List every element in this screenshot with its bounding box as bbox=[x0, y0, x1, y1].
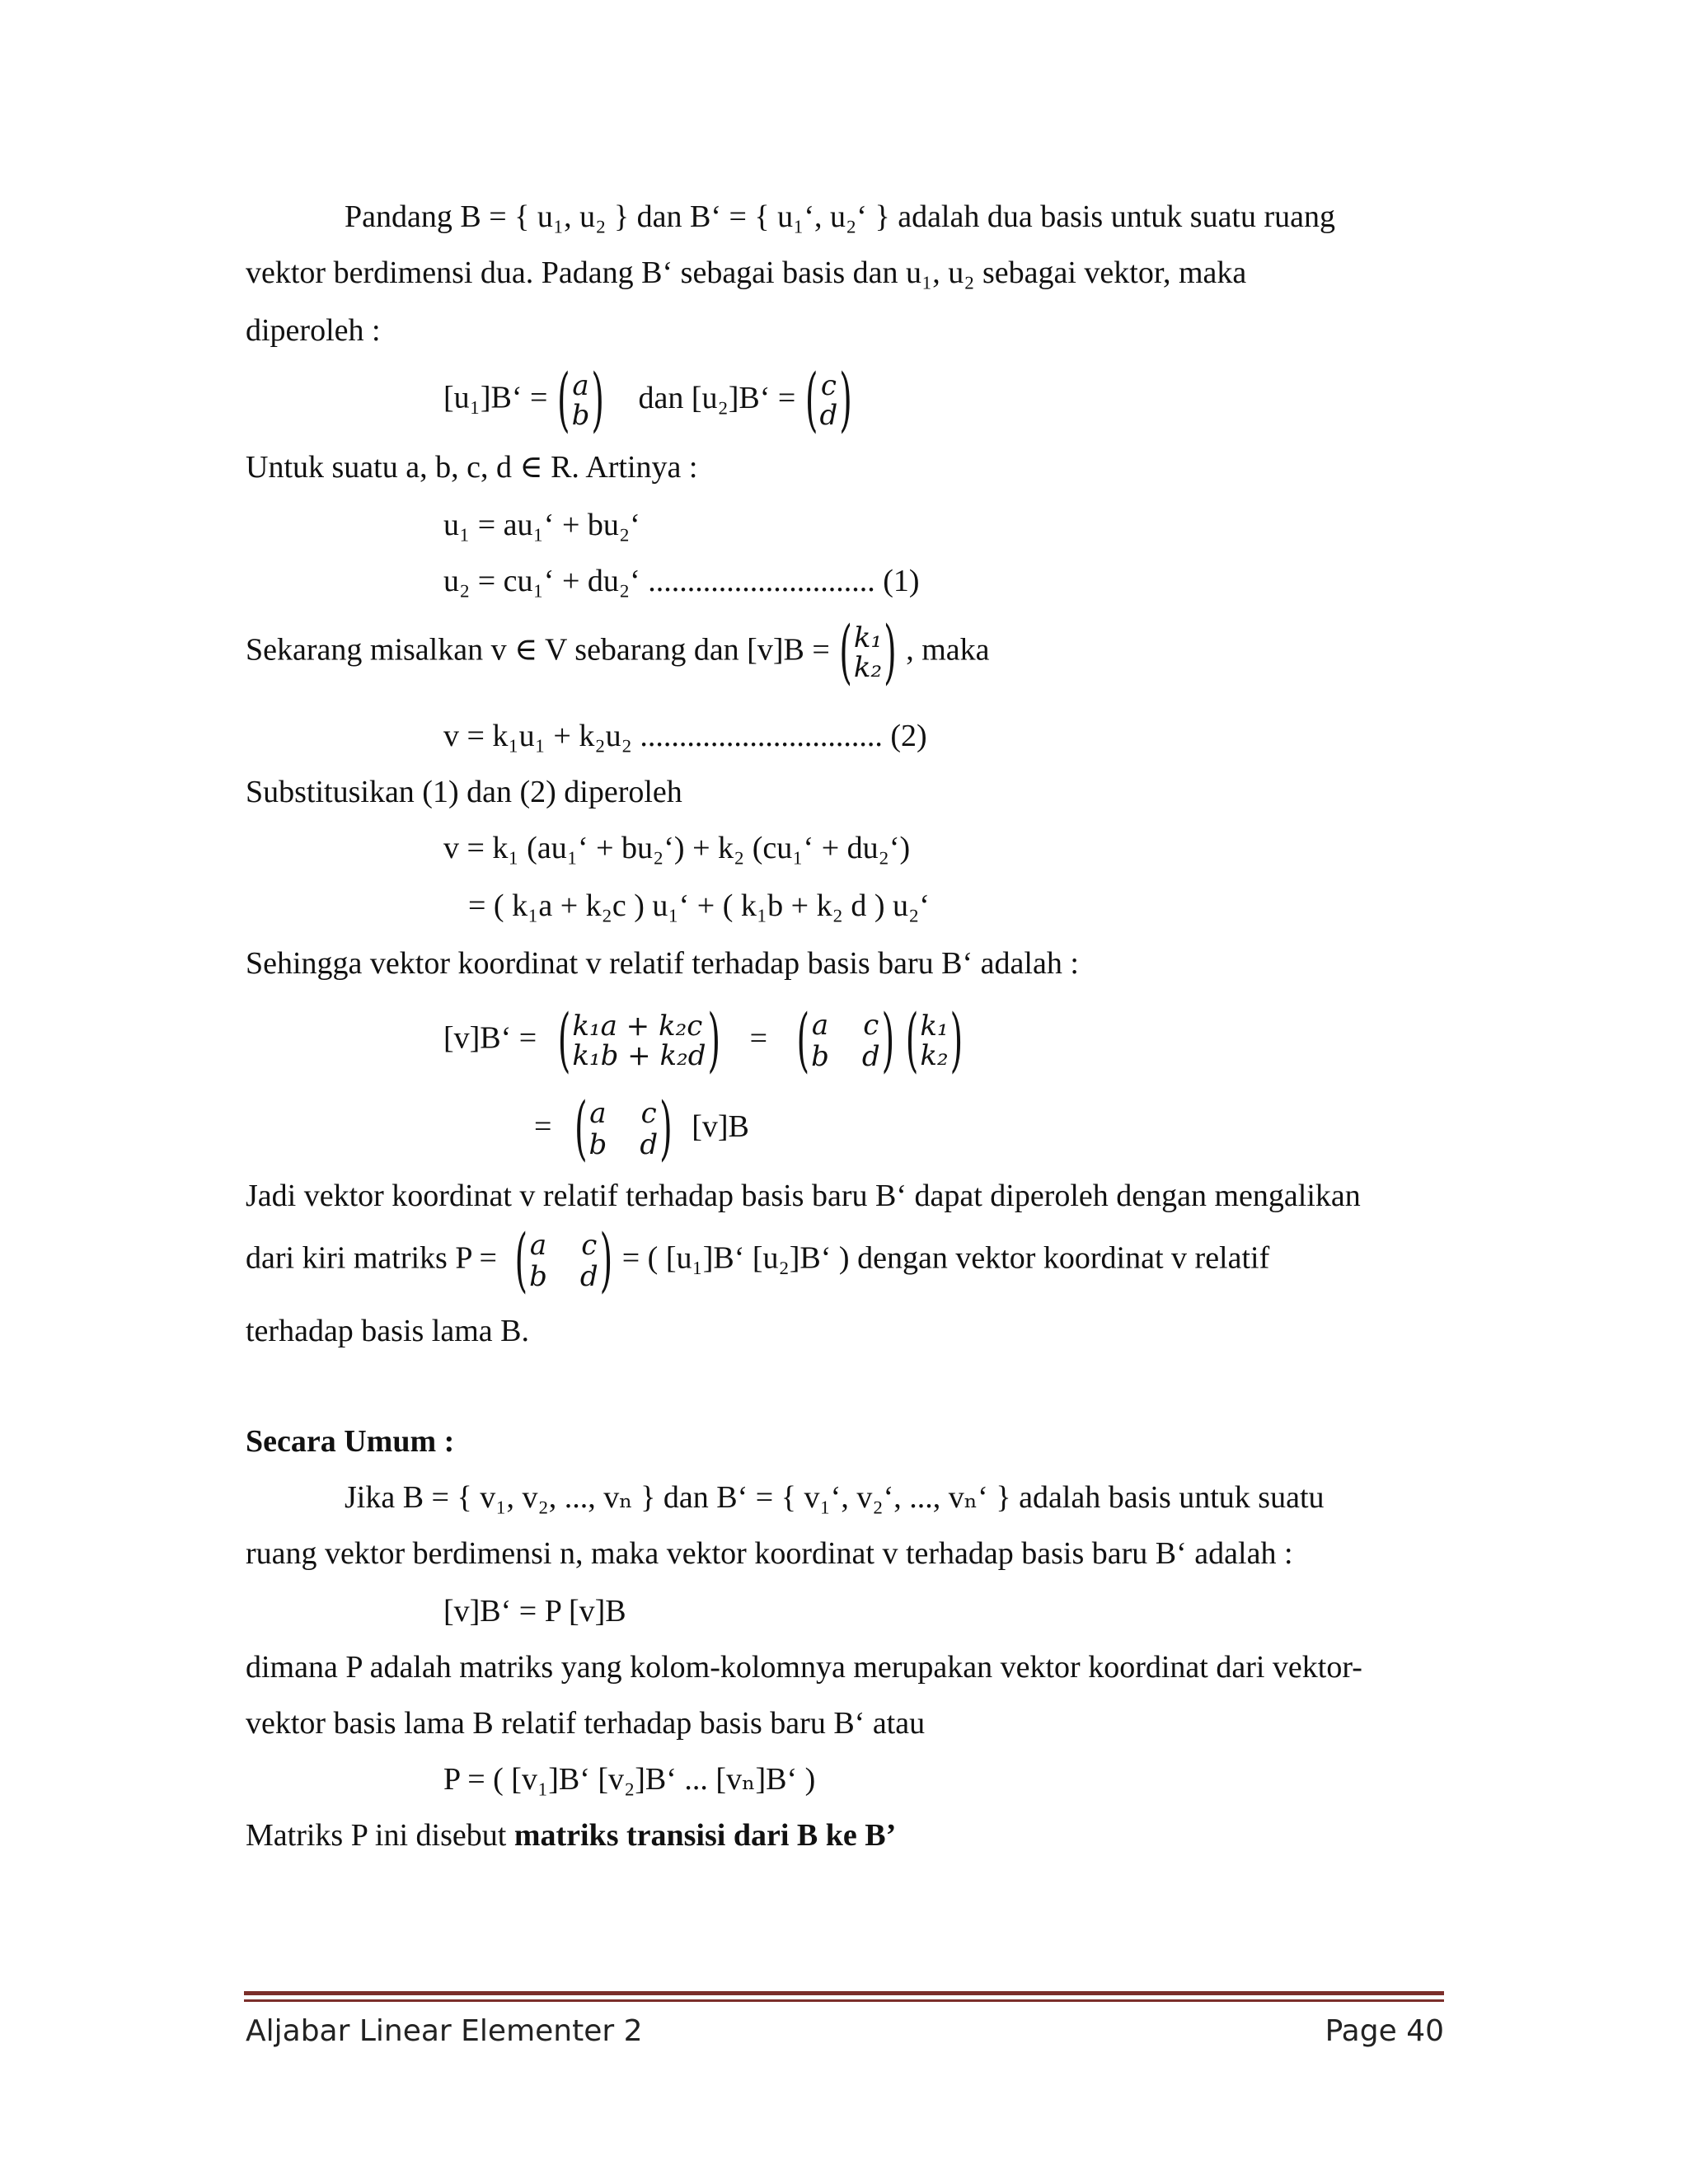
paragraph-line: ruang vektor berdimensi n, maka vektor koordinat v terhadap basis baru B‘ adalah : bbox=[246, 1536, 1293, 1571]
right-paren: ) bbox=[591, 360, 604, 441]
paragraph-line: Untuk suatu a, b, c, d ∈ R. Artinya : bbox=[246, 450, 698, 485]
matrix-entry: b bbox=[529, 1260, 547, 1293]
eq-text: = bbox=[749, 1020, 768, 1056]
vector-entry: k₁b + k₂d bbox=[572, 1039, 706, 1072]
eq-text: = bbox=[534, 1108, 552, 1144]
matrix-entry: a bbox=[529, 1229, 547, 1262]
matrix-abcd bbox=[573, 1089, 674, 1169]
column-vector-k bbox=[837, 612, 898, 693]
paragraph-line: diperoleh : bbox=[246, 313, 381, 348]
left-paren: ( bbox=[557, 360, 570, 441]
section-heading: Secara Umum : bbox=[246, 1424, 455, 1459]
right-paren: ) bbox=[839, 360, 852, 441]
eq-text: [v]B bbox=[692, 1108, 749, 1144]
text: Sekarang misalkan v ∈ V sebarang dan [v]B = bbox=[246, 632, 830, 668]
vector-entry: k₁ bbox=[920, 1010, 949, 1043]
equation-line: P = ( [v₁]B‘ [v₂]B‘ ... [vₙ]B‘ ) bbox=[443, 1762, 816, 1797]
vector-entry: k₁a + k₂c bbox=[572, 1010, 703, 1043]
paragraph-line: Jadi vektor koordinat v relatif terhadap basis baru B‘ dapat diperoleh dengan mengalikan bbox=[246, 1179, 1361, 1213]
vector-entry: c bbox=[820, 369, 837, 402]
matrix-entry: c bbox=[581, 1229, 598, 1262]
right-paren: ) bbox=[950, 1001, 964, 1081]
paragraph-line-definition bbox=[246, 1820, 896, 1851]
equation-line: [v]B‘ = P [v]B bbox=[443, 1594, 626, 1629]
vector-entry: k₂ bbox=[853, 651, 883, 684]
matrix-entry: a bbox=[811, 1009, 829, 1042]
matrix-entry: d bbox=[579, 1260, 598, 1293]
matrix-entry: c bbox=[863, 1009, 879, 1042]
paragraph-line: dimana P adalah matriks yang kolom-kolomnya merupakan vektor koordinat dari vektor- bbox=[246, 1650, 1362, 1685]
text: dari kiri matriks P = bbox=[246, 1240, 497, 1276]
column-vector-combination bbox=[556, 1001, 722, 1081]
equation-line: u₁ = au₁‘ + bu₂‘ bbox=[443, 508, 640, 542]
equation-p-times-vb bbox=[534, 1089, 749, 1169]
footer-title: Aljabar Linear Elementer 2 bbox=[246, 2014, 643, 2048]
footer-rule-thin bbox=[244, 1999, 1444, 2002]
equation-u-coordinates bbox=[443, 360, 854, 441]
paragraph-line-matrix-p bbox=[246, 1221, 1270, 1301]
eq-text: [u₁]B‘ = bbox=[443, 380, 548, 415]
left-paren: ( bbox=[839, 612, 852, 693]
page-number: Page 40 bbox=[1325, 2014, 1444, 2048]
paragraph-line: Jika B = { v₁, v₂, ..., vₙ } dan B‘ = { v₁‘, v₂‘, ..., vₙ‘ } adalah basis untuk suatu bbox=[345, 1480, 1325, 1515]
eq-text: [v]B‘ = bbox=[443, 1020, 537, 1056]
left-paren: ( bbox=[796, 1001, 810, 1081]
matrix-entry: c bbox=[640, 1097, 657, 1130]
matrix-entry: b bbox=[811, 1040, 829, 1073]
matrix-entry: a bbox=[589, 1097, 607, 1130]
left-paren: ( bbox=[514, 1221, 528, 1301]
footer-rule-thick bbox=[244, 1991, 1444, 1995]
paragraph-line: Substitusikan (1) dan (2) diperoleh bbox=[246, 775, 682, 809]
paragraph-line: vektor berdimensi dua. Padang B‘ sebagai basis dan u₁, u₂ sebagai vektor, maka bbox=[246, 255, 1247, 290]
column-vector-k bbox=[904, 1001, 964, 1081]
equation-line: v = k₁u₁ + k₂u₂ ............................... (2) bbox=[443, 719, 927, 753]
vector-entry: a bbox=[572, 369, 589, 402]
equation-vb-prime bbox=[443, 1001, 964, 1081]
equation-line: v = k₁ (au₁‘ + bu₂‘) + k₂ (cu₁‘ + du₂‘) bbox=[443, 831, 911, 865]
paragraph-line-vb bbox=[246, 612, 990, 693]
vector-entry: k₂ bbox=[920, 1039, 949, 1072]
right-paren: ) bbox=[884, 612, 897, 693]
left-paren: ( bbox=[574, 1089, 588, 1169]
left-paren: ( bbox=[905, 1001, 919, 1081]
column-vector bbox=[804, 360, 854, 441]
eq-text: dan [u₂]B‘ = bbox=[638, 380, 796, 415]
text: , maka bbox=[906, 632, 990, 668]
vector-entry: b bbox=[571, 399, 590, 432]
text: = ( [u₁]B‘ [u₂]B‘ ) dengan vektor koordinat v relatif bbox=[621, 1240, 1270, 1276]
right-paren: ) bbox=[659, 1089, 673, 1169]
equation-line: = ( k₁a + k₂c ) u₁‘ + ( k₁b + k₂ d ) u₂‘ bbox=[468, 888, 930, 923]
right-paren: ) bbox=[707, 1001, 721, 1081]
matrix-abcd bbox=[795, 1001, 897, 1081]
matrix-entry: d bbox=[640, 1128, 659, 1161]
paragraph-line: Sehingga vektor koordinat v relatif terhadap basis baru B‘ adalah : bbox=[246, 946, 1079, 981]
matrix-entry: d bbox=[861, 1040, 880, 1073]
vector-entry: k₁ bbox=[853, 621, 883, 654]
column-vector bbox=[556, 360, 606, 441]
paragraph-line: vektor basis lama B relatif terhadap basis baru B‘ atau bbox=[246, 1706, 926, 1741]
paragraph-line: Pandang B = { u₁, u₂ } dan B‘ = { u₁‘, u₂‘ } adalah dua basis untuk suatu ruang bbox=[345, 199, 1336, 234]
defined-term: matriks transisi dari B ke B’ bbox=[513, 1818, 897, 1853]
vector-entry: d bbox=[819, 399, 838, 432]
right-paren: ) bbox=[881, 1001, 895, 1081]
right-paren: ) bbox=[599, 1221, 613, 1301]
text: Matriks P ini disebut bbox=[246, 1818, 514, 1853]
equation-line: u₂ = cu₁‘ + du₂‘ ............................. (1) bbox=[443, 564, 920, 598]
left-paren: ( bbox=[804, 360, 818, 441]
left-paren: ( bbox=[557, 1001, 571, 1081]
matrix-abcd bbox=[513, 1221, 614, 1301]
paragraph-line: terhadap basis lama B. bbox=[246, 1314, 530, 1348]
matrix-entry: b bbox=[588, 1128, 607, 1161]
